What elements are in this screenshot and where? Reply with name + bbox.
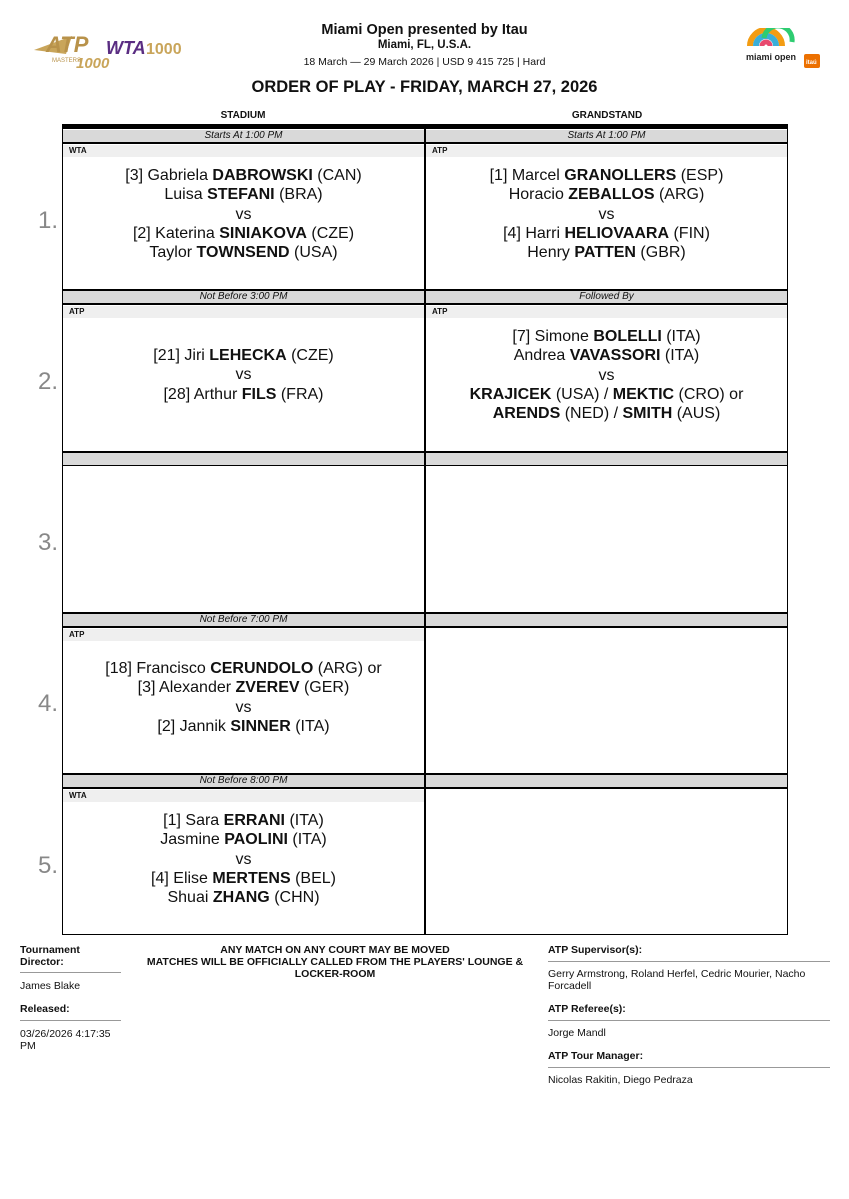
tour-label: ATP xyxy=(426,306,787,318)
match-cell xyxy=(63,811,424,907)
tour-label: ATP xyxy=(63,629,424,641)
court-header-stadium: STADIUM xyxy=(220,110,266,121)
match-line: vs xyxy=(598,366,615,384)
match-line: [2] Katerina SINIAKOVA (CZE) xyxy=(132,224,355,242)
tour-manager-label: ATP Tour Manager: xyxy=(548,1050,644,1062)
player-surname: PATTEN xyxy=(574,244,636,262)
time-band: Followed By xyxy=(426,291,787,303)
match-line: vs xyxy=(235,698,252,716)
match-line: vs xyxy=(235,366,252,384)
match-cell xyxy=(63,166,424,262)
divider xyxy=(548,1067,830,1068)
match-line: Andrea VAVASSORI (ITA) xyxy=(513,347,700,365)
match-line: vs xyxy=(598,205,615,223)
divider xyxy=(20,972,121,973)
match-line: [4] Elise MERTENS (BEL) xyxy=(151,869,336,887)
time-band: Not Before 7:00 PM xyxy=(63,614,424,626)
player-surname: ZEBALLOS xyxy=(568,186,655,204)
time-band: Not Before 3:00 PM xyxy=(63,291,424,303)
match-line: [2] Jannik SINNER (ITA) xyxy=(157,717,330,735)
player-surname: BOLELLI xyxy=(593,328,662,345)
time-band: Not Before 8:00 PM xyxy=(63,775,424,787)
match-line: ARENDS (NED) / SMITH (AUS) xyxy=(492,405,721,423)
notice xyxy=(140,944,530,980)
match-cell xyxy=(63,659,424,736)
player-surname: MERTENS xyxy=(212,869,291,887)
director-label: Tournament Director: xyxy=(20,944,80,968)
match-line: [1] Sara ERRANI (ITA) xyxy=(163,812,324,829)
player-surname: FILS xyxy=(241,385,277,403)
tour-label: WTA xyxy=(63,145,424,157)
match-line: [28] Arthur FILS (FRA) xyxy=(163,385,324,403)
svg-text:itaú: itaú xyxy=(806,60,817,66)
supervisor-label: ATP Supervisor(s): xyxy=(548,944,643,956)
row-number: 4. xyxy=(38,690,59,717)
tournament-title: Miami Open presented by Itau xyxy=(321,22,528,38)
tour-label: ATP xyxy=(426,145,787,157)
divider xyxy=(548,961,830,962)
svg-text:miami open: miami open xyxy=(746,52,797,62)
match-line: Jasmine PAOLINI (ITA) xyxy=(160,831,327,849)
svg-text:1000: 1000 xyxy=(76,55,110,72)
time-band: Starts At 1:00 PM xyxy=(426,130,787,142)
time-band xyxy=(426,614,787,626)
match-line: [18] Francisco CERUNDOLO (ARG) or xyxy=(105,660,382,677)
row-number: 3. xyxy=(38,529,59,556)
row-number: 1. xyxy=(38,207,59,234)
released-label: Released: xyxy=(20,1003,70,1015)
tour-label: ATP xyxy=(63,306,424,318)
player-surname: SINIAKOVA xyxy=(219,224,307,242)
player-surname: CERUNDOLO xyxy=(210,660,314,677)
match-line: Henry PATTEN (GBR) xyxy=(527,244,686,262)
match-line: Luisa STEFANI (BRA) xyxy=(164,186,323,204)
player-surname: MEKTIC xyxy=(612,385,675,403)
match-line: vs xyxy=(235,850,252,868)
match-line: [3] Alexander ZVEREV (GER) xyxy=(137,679,350,697)
referee-name: Jorge Mandl xyxy=(548,1027,606,1039)
match-cell xyxy=(63,346,424,404)
court-header-grandstand: GRANDSTAND xyxy=(571,110,643,121)
player-surname: DABROWSKI xyxy=(212,167,313,184)
atp-wta-1000-logo xyxy=(32,28,182,72)
miami-open-logo xyxy=(744,28,824,70)
notice-line: ANY MATCH ON ANY COURT MAY BE MOVED xyxy=(220,944,450,956)
notice-line: MATCHES WILL BE OFFICIALLY CALLED FROM THE PLAYERS' LOUNGE & LOCKER-ROOM xyxy=(146,956,524,980)
row-separator xyxy=(62,626,788,628)
match-cell xyxy=(426,166,787,262)
match-line: Shuai ZHANG (CHN) xyxy=(167,889,320,907)
tour-label: WTA xyxy=(63,790,424,802)
match-line: [1] Marcel GRANOLLERS (ESP) xyxy=(489,167,724,184)
player-surname: LEHECKA xyxy=(209,347,287,364)
match-line: [4] Harri HELIOVAARA (FIN) xyxy=(503,224,710,242)
player-surname: ARENDS xyxy=(492,405,561,423)
time-band xyxy=(426,775,787,787)
order-of-play-title: ORDER OF PLAY - FRIDAY, MARCH 27, 2026 xyxy=(251,78,598,96)
row-separator xyxy=(62,303,788,305)
row-separator xyxy=(62,787,788,789)
released-timestamp: 03/26/2026 4:17:35 PM xyxy=(20,1028,111,1052)
player-surname: SMITH xyxy=(622,405,673,423)
match-line: [21] Jiri LEHECKA (CZE) xyxy=(153,347,334,364)
player-surname: TOWNSEND xyxy=(196,244,290,262)
player-surname: HELIOVAARA xyxy=(564,224,670,242)
player-surname: VAVASSORI xyxy=(569,347,661,365)
match-line: Taylor TOWNSEND (USA) xyxy=(149,244,338,262)
time-band: Starts At 1:00 PM xyxy=(63,130,424,142)
time-band xyxy=(63,453,424,465)
player-surname: SINNER xyxy=(230,717,291,735)
director-name: James Blake xyxy=(20,980,81,992)
tour-manager-names: Nicolas Rakitin, Diego Pedraza xyxy=(548,1074,693,1086)
referee-label: ATP Referee(s): xyxy=(548,1003,626,1015)
player-surname: GRANOLLERS xyxy=(564,167,677,184)
player-surname: PAOLINI xyxy=(224,831,288,849)
tournament-details: 18 March — 29 March 2026 | USD 9 415 725 | Hard xyxy=(303,56,546,68)
row-separator xyxy=(62,142,788,144)
svg-text:ATP: ATP xyxy=(46,32,89,57)
match-line: Horacio ZEBALLOS (ARG) xyxy=(508,186,705,204)
match-line: KRAJICEK (USA) / MEKTIC (CRO) or xyxy=(469,385,744,403)
match-line: [3] Gabriela DABROWSKI (CAN) xyxy=(125,167,362,184)
match-cell xyxy=(426,327,787,423)
tournament-location: Miami, FL, U.S.A. xyxy=(377,39,472,51)
player-surname: ZVEREV xyxy=(235,679,300,697)
svg-text:MASTERS: MASTERS xyxy=(52,58,82,64)
row-number: 2. xyxy=(38,368,59,395)
supervisor-names: Gerry Armstrong, Roland Herfel, Cedric Mourier, Nacho Forcadell xyxy=(548,968,806,992)
svg-text:1000: 1000 xyxy=(146,41,182,58)
divider xyxy=(20,1020,121,1021)
player-surname: KRAJICEK xyxy=(469,385,552,403)
divider xyxy=(548,1020,830,1021)
match-line: [7] Simone BOLELLI (ITA) xyxy=(512,328,701,345)
row-number: 5. xyxy=(38,852,59,879)
player-surname: ZHANG xyxy=(212,889,270,907)
time-band xyxy=(426,453,787,465)
match-line: vs xyxy=(235,205,252,223)
player-surname: ERRANI xyxy=(223,812,285,829)
player-surname: STEFANI xyxy=(207,186,275,204)
svg-text:WTA: WTA xyxy=(106,38,146,58)
